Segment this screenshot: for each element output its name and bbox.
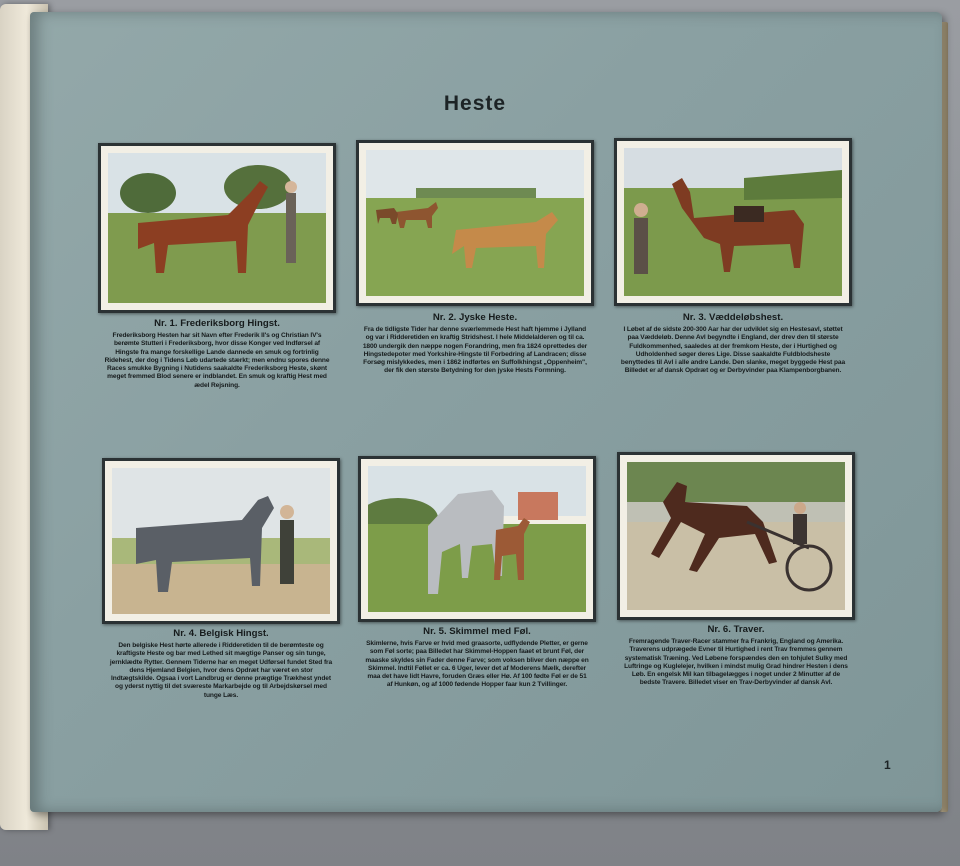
card-3-picture	[624, 148, 842, 296]
card-text-4: Den belgiske Hest hørte allerede i Ridderetiden til de berømteste og kraftigste Heste og bar med Lethed sit mægtige Panser og sin tunge, jernklædte Rytter. Gennem Tiderne har en meget Udførsel fundet Sted fra dens Hjemland Belgien, hvor dens Opdræt har været en stor Indtægtskilde. Ogsaa i vort Landbrug er denne prægtige Trækhest yndet og yderst nyttig til det sværeste Markarbejde og til Arbejdskørsel med tunge Læs.	[109, 642, 333, 699]
card-1-picture	[108, 153, 326, 303]
page-number: 1	[884, 758, 891, 772]
card-title-2: Nr. 2. Jyske Heste.	[432, 312, 518, 323]
card-title-6: Nr. 6. Traver.	[707, 624, 765, 635]
card-6-picture	[627, 462, 845, 610]
card-2-picture	[366, 150, 584, 296]
card-4	[105, 461, 337, 621]
card-caption-2	[362, 312, 588, 376]
card-text-1: Frederiksborg Hesten har sit Navn efter Frederik II's og Christian IV's berømte Stutteri i Frederiksborg, hvor disse Konger ved Indførsel af Hingste fra mange forskellige Lande dannede en smuk og fortrinlig Ridehest, der dog i Tidens Løb udartede stærkt; men endnu spores denne Races smukke Bygning i Nutidens saakaldte Frederiksborg Heste, skønt meget fremmed Blod senere er indblandet. En smuk og kraftig Hest med ædel Rejsning.	[104, 332, 330, 389]
card-caption-5	[364, 626, 590, 690]
card-caption-4	[108, 628, 334, 700]
card-text-6: Fremragende Traver-Racer stammer fra Frankrig, England og Amerika. Traverens udprægede Evner til Hurtighed i rent Trav fremmes gennem systematisk Træning. Ved Løbene forspændes den en tohjulet Sulky med Luftringe og Kuglelejer, hvilken i mindst mulig Grad hindrer Hesten i dens Løb. En engelsk Mil kan tilbagelægges i noget under 2 Minutter af de bedste Travere. Billedet viser en Trav-Derbyvinder af dansk Avl.	[624, 638, 848, 687]
card-1	[101, 146, 333, 310]
card-caption-1	[104, 318, 330, 390]
card-3	[617, 141, 849, 303]
card-frame-2	[356, 140, 594, 306]
card-4-picture	[112, 468, 330, 614]
card-caption-6	[623, 624, 849, 688]
card-6	[620, 455, 852, 617]
page-title: Heste	[443, 92, 507, 115]
card-5	[361, 459, 593, 619]
card-title-3: Nr. 3. Væddeløbshest.	[682, 312, 784, 323]
card-title-1: Nr. 1. Frederiksborg Hingst.	[154, 318, 280, 329]
card-2	[359, 143, 591, 303]
card-text-3: I Løbet af de sidste 200-300 Aar har der udviklet sig en Hestesavl, støttet paa Væddeløb. Denne Avl begyndte i England, der drev den til største Fuldkommenhed, saaledes at der fremkom Heste, der i Hurtighed og Udholdenhed søger deres Lige. Disse saakaldte Fuldblodsheste benyttedes til Avl i alle andre Lande. Den slanke, meget byggede Hest paa Billedet er af dansk Opdræt og er Derbyvinder paa Klampenborgbanen.	[620, 326, 846, 375]
card-frame-1	[98, 143, 336, 313]
card-title-5: Nr. 5. Skimmel med Føl.	[423, 626, 531, 637]
card-frame-6	[617, 452, 855, 620]
card-text-2: Fra de tidligste Tider har denne sværlemmede Hest haft hjemme i Jylland og var i Ridderetiden en kraftig Stridshest. I hele Middelalderen og til ca. 1800 undergik den næppe nogen Forandring, men fra 1824 oprettedes der Hingstedepoter med Yorkshire-Hingste til Forbedring af Landracen; disse Forsøg mislykkedes, men i 1862 indførtes en Suffolkhingst „Oppenheim", der fik den største Betydning for den jyske Hests Formning.	[362, 326, 588, 375]
card-caption-3	[620, 312, 846, 376]
card-frame-5	[358, 456, 596, 622]
card-title-4: Nr. 4. Belgisk Hingst.	[173, 628, 269, 639]
card-5-picture	[368, 466, 586, 612]
card-text-5: Skimlerne, hvis Farve er hvid med graasorte, udflydende Pletter, er gerne som Føl sorte; paa Billedet har Skimmel-Hoppen faaet et brunt Føl, der maaske skyldes sin Fader denne Farve; som voksen bliver den næppe en Skimmel. Indtil Føllet er ca. 6 Uger, lever det af Moderens Mælk, derefter maa det have lidt Havre, foruden Græs eller Hø. Af 100 fødte Føl er de 51 af Hunkøn, og af 1000 fødende Hopper faar kun 2 Tvillinger.	[365, 640, 589, 689]
card-frame-4	[102, 458, 340, 624]
card-frame-3	[614, 138, 852, 306]
